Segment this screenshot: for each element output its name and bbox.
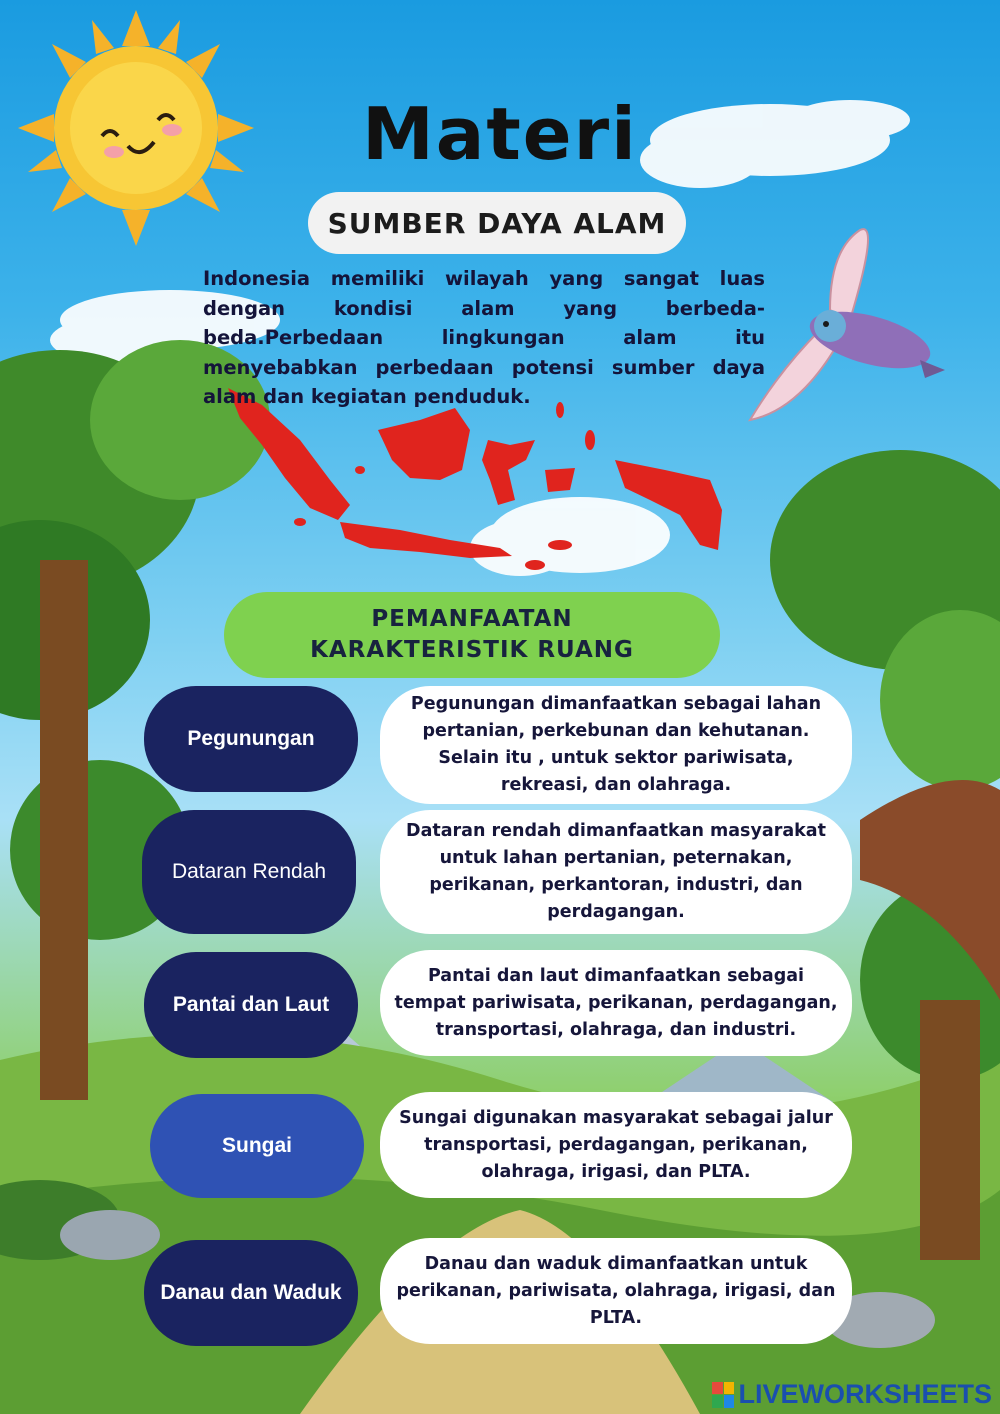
desc-dataran-rendah: Dataran rendah dimanfaatkan masyarakat untuk lahan pertanian, peternakan, perikanan, perkantoran, industri, dan perdagangan.	[380, 810, 852, 934]
desc-pegunungan: Pegunungan dimanfaatkan sebagai lahan pertanian, perkebunan dan kehutanan. Selain itu , untuk sektor pariwisata, rekreasi, dan olahraga.	[380, 686, 852, 804]
desc-pantai-laut: Pantai dan laut dimanfaatkan sebagai tempat pariwisata, perikanan, perdagangan, transportasi, olahraga, dan industri.	[380, 950, 852, 1056]
section-heading-line2: KARAKTERISTIK RUANG	[310, 637, 634, 663]
desc-danau-waduk: Danau dan waduk dimanfaatkan untuk perikanan, pariwisata, olahraga, irigasi, dan PLTA.	[380, 1238, 852, 1344]
liveworksheets-logo-icon	[712, 1382, 734, 1408]
subtitle-text: SUMBER DAYA ALAM	[327, 206, 667, 240]
label-pantai-laut: Pantai dan Laut	[144, 952, 358, 1058]
bird-icon	[750, 229, 945, 420]
desc-sungai: Sungai digunakan masyarakat sebagai jalur transportasi, perdagangan, perikanan, olahraga, irigasi, dan PLTA.	[380, 1092, 852, 1198]
liveworksheets-watermark[interactable]	[712, 1379, 992, 1410]
page-title: Materi	[362, 92, 638, 176]
section-heading	[224, 592, 720, 678]
watermark-text: LIVEWORKSHEETS	[738, 1379, 992, 1409]
section-heading-line1: PEMANFAATAN	[371, 606, 573, 632]
subtitle-pill	[308, 192, 686, 254]
label-pegunungan: Pegunungan	[144, 686, 358, 792]
label-dataran-rendah: Dataran Rendah	[142, 810, 356, 934]
label-danau-waduk: Danau dan Waduk	[144, 1240, 358, 1346]
label-sungai: Sungai	[150, 1094, 364, 1198]
intro-paragraph: Indonesia memiliki wilayah yang sangat luas dengan kondisi alam yang berbeda-beda.Perbedaan lingkungan alam itu menyebabkan perbedaan potensi sumber daya alam dan kegiatan penduduk.	[203, 267, 765, 408]
